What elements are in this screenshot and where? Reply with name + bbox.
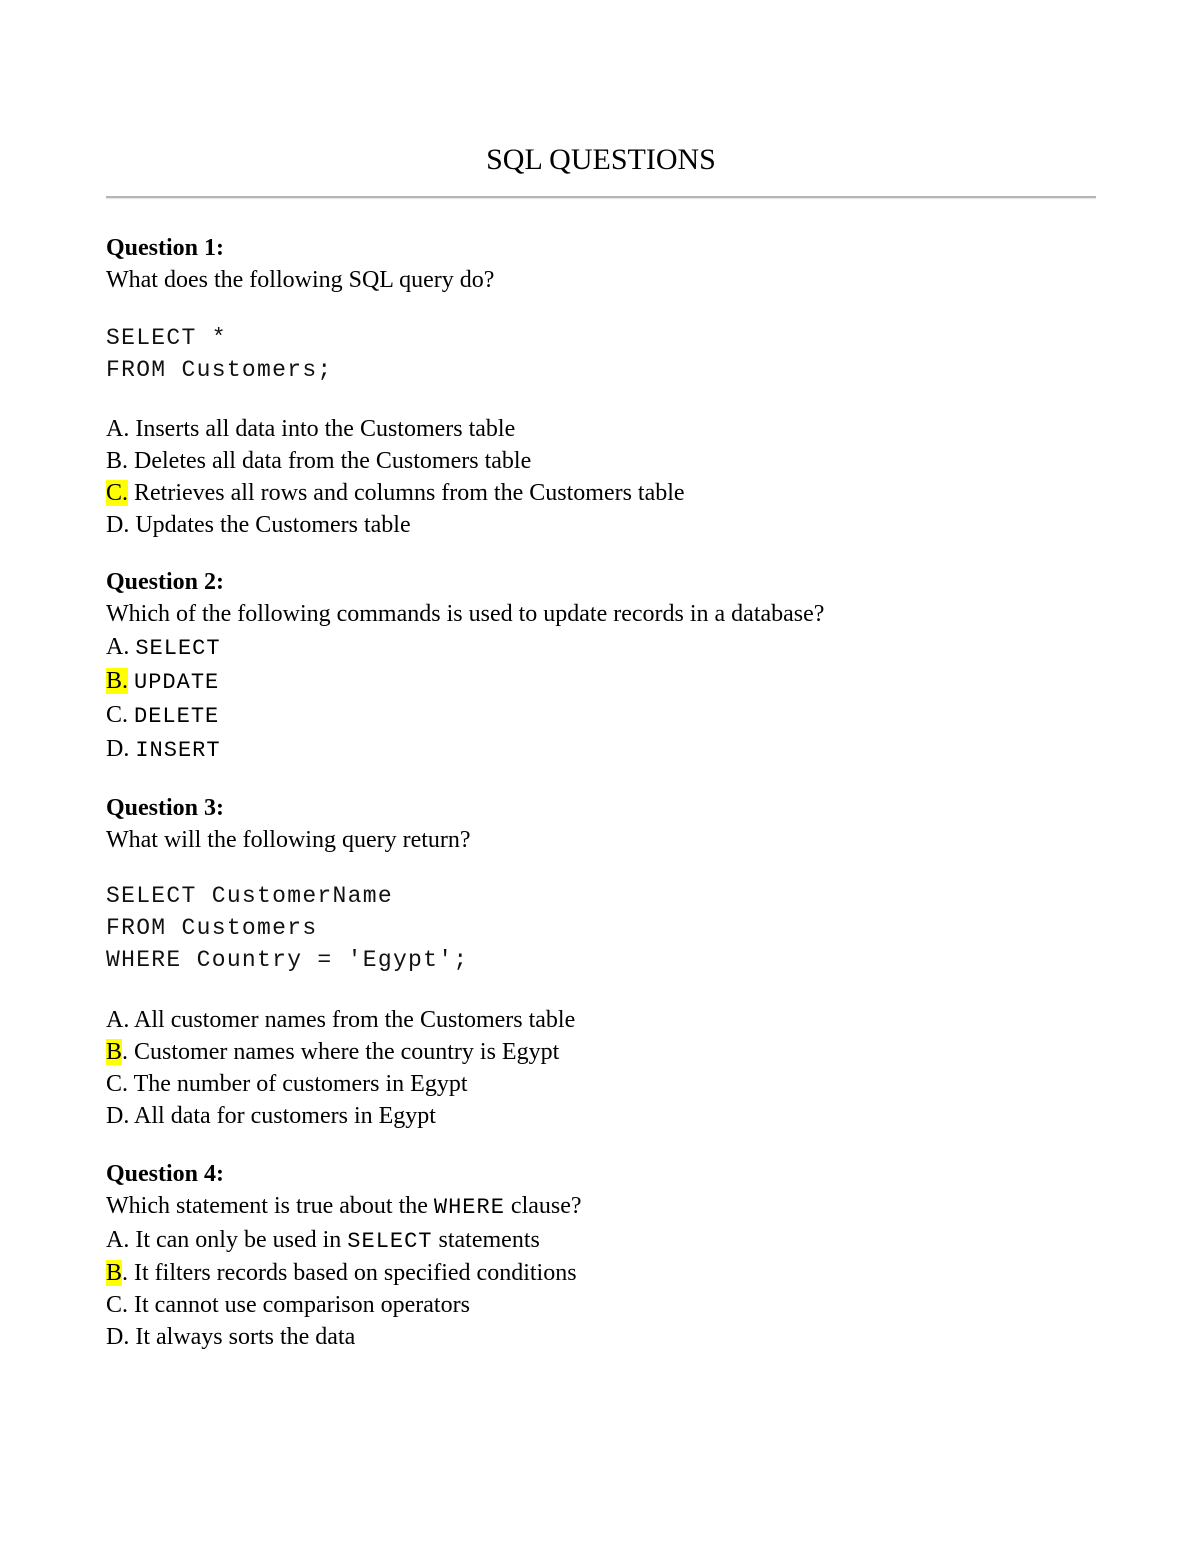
- question-4-prompt: [106, 1190, 1096, 1222]
- option-letter: C.: [106, 1071, 129, 1097]
- question-1-options: [106, 413, 1096, 541]
- option-text: Retrieves all rows and columns from the Customers table: [128, 480, 685, 506]
- question-4: [106, 1158, 1096, 1222]
- option-text: Inserts all data into the Customers table: [129, 416, 516, 442]
- option-letter: A.: [106, 1227, 130, 1253]
- code-line: FROM Customers;: [106, 357, 333, 383]
- option-letter: D.: [106, 1324, 130, 1350]
- answer-highlight: B.: [106, 668, 129, 694]
- option-text: It always sorts the data: [129, 1324, 356, 1350]
- question-2-prompt: Which of the following commands is used to update records in a database?: [106, 601, 825, 627]
- question-1-prompt: What does the following SQL query do?: [106, 267, 495, 293]
- option-letter: D.: [106, 1103, 130, 1129]
- title-divider: [106, 196, 1096, 198]
- question-3-prompt: What will the following query return?: [106, 827, 471, 853]
- option-a: [106, 413, 1096, 445]
- question-4-heading: Question 4:: [106, 1161, 225, 1187]
- question-3: [106, 792, 1096, 856]
- question-3-code: [106, 880, 1096, 976]
- question-1-code: [106, 322, 1096, 386]
- prompt-text: clause?: [504, 1193, 582, 1219]
- option-letter: D.: [106, 736, 130, 762]
- option-code: UPDATE: [134, 670, 220, 695]
- question-2: [106, 566, 1096, 630]
- option-text: It cannot use comparison operators: [128, 1292, 470, 1318]
- option-letter: C.: [106, 1292, 129, 1318]
- option-code: SELECT: [347, 1229, 433, 1254]
- question-4-options: [106, 1223, 1096, 1353]
- prompt-text: Which statement is true about the: [106, 1193, 434, 1219]
- option-letter: D.: [106, 512, 130, 538]
- option-c-answer: [106, 477, 1096, 509]
- question-2-options: [106, 630, 1096, 766]
- option-text: Updates the Customers table: [129, 512, 411, 538]
- code-line: FROM Customers: [106, 915, 318, 941]
- code-line: WHERE Country = 'Egypt';: [106, 947, 469, 973]
- option-letter: A.: [106, 1007, 130, 1033]
- option-d: [106, 509, 1096, 541]
- option-a: [106, 1223, 1096, 1257]
- option-code: INSERT: [135, 738, 221, 763]
- option-b-answer: [106, 664, 1096, 698]
- option-text: . It filters records based on specified conditions: [122, 1260, 577, 1286]
- option-letter: B.: [106, 448, 129, 474]
- option-letter: C.: [106, 702, 129, 728]
- question-1-heading: Question 1:: [106, 235, 225, 261]
- option-text: . Customer names where the country is Egypt: [122, 1039, 560, 1065]
- option-text: It can only be used in: [129, 1227, 348, 1253]
- document-title: SQL QUESTIONS: [486, 143, 716, 176]
- option-text: The number of customers in Egypt: [128, 1071, 468, 1097]
- option-text: All data for customers in Egypt: [129, 1103, 436, 1129]
- option-c: [106, 698, 1096, 732]
- option-c: [106, 1068, 1096, 1100]
- option-b: [106, 445, 1096, 477]
- code-line: SELECT CustomerName: [106, 883, 393, 909]
- option-text: All customer names from the Customers table: [129, 1007, 576, 1033]
- code-line: SELECT *: [106, 325, 227, 351]
- option-code: SELECT: [135, 636, 221, 661]
- answer-highlight: B: [106, 1039, 123, 1065]
- option-a: [106, 630, 1096, 664]
- question-1: [106, 232, 1096, 296]
- option-d: [106, 1321, 1096, 1353]
- option-code: DELETE: [134, 704, 220, 729]
- question-3-options: [106, 1004, 1096, 1132]
- answer-highlight: C.: [106, 480, 129, 506]
- question-2-heading: Question 2:: [106, 569, 225, 595]
- option-c: [106, 1289, 1096, 1321]
- option-a: [106, 1004, 1096, 1036]
- option-d: [106, 1100, 1096, 1132]
- prompt-code: WHERE: [433, 1195, 505, 1220]
- option-d: [106, 732, 1096, 766]
- question-3-heading: Question 3:: [106, 795, 225, 821]
- option-b-answer: [106, 1036, 1096, 1068]
- option-letter: A.: [106, 416, 130, 442]
- answer-highlight: B: [106, 1260, 123, 1286]
- option-text: Deletes all data from the Customers table: [128, 448, 532, 474]
- option-letter: A.: [106, 634, 130, 660]
- option-b-answer: [106, 1257, 1096, 1289]
- option-text: statements: [432, 1227, 540, 1253]
